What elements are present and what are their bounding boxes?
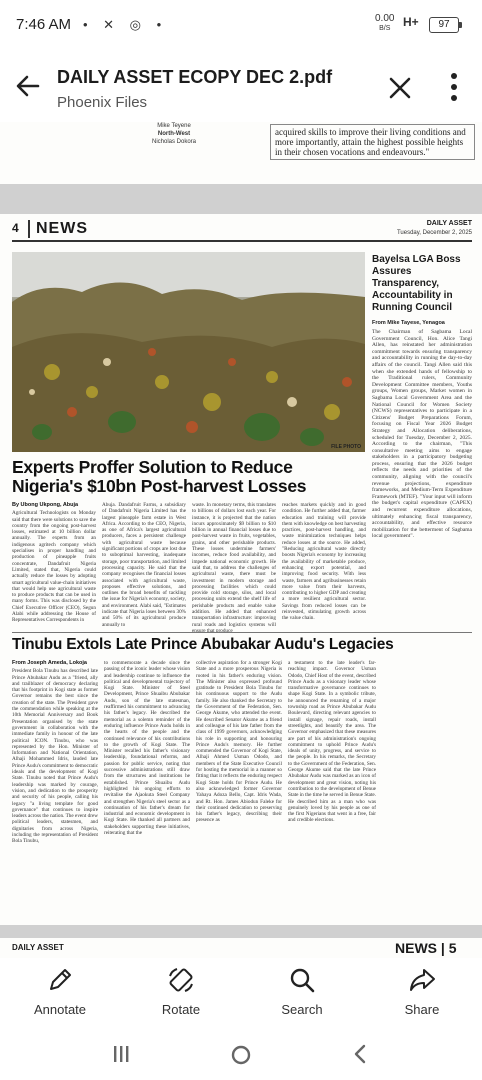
photo-credit: FILE PHOTO — [331, 444, 361, 450]
more-options-icon[interactable] — [450, 72, 458, 102]
signal-icon: H+ — [403, 15, 419, 29]
prev-byline: Nicholas Dokora — [152, 139, 197, 145]
pull-quote: acquired skills to improve their living conditions and more importantly, attain the highest possible heights in their chosen vocations and endeavours." — [270, 124, 475, 160]
page-gap — [0, 184, 482, 214]
search-button[interactable] — [252, 966, 352, 1017]
search-label: Search — [281, 1002, 323, 1017]
rotate-icon — [167, 966, 195, 994]
main-headline: Experts Proffer Solution to Reduce Nigeria's $10bn Post-harvest Losses — [12, 457, 307, 496]
previous-page-fragment — [0, 122, 482, 184]
article2-byline: From Joseph Ameda, Lokoja — [12, 660, 87, 666]
news-photo-waste-dump — [12, 252, 365, 452]
battery-icon — [429, 17, 459, 33]
next-page-fragment — [0, 938, 482, 958]
prev-byline: North-West — [157, 131, 191, 137]
close-icon[interactable] — [388, 76, 412, 100]
share-label: Share — [404, 1002, 440, 1017]
next-page-section: NEWS | 5 — [395, 940, 457, 956]
article2-column — [288, 660, 376, 846]
document-title: DAILY ASSET ECOPY DEC 2.pdf — [57, 67, 333, 87]
story-divider — [12, 632, 472, 633]
pdf-page-4[interactable] — [0, 214, 482, 925]
app-header — [0, 52, 482, 122]
battery-level: 97 — [438, 19, 450, 30]
back-nav-icon[interactable] — [352, 1044, 368, 1064]
pencil-icon — [46, 966, 74, 994]
status-bar — [0, 0, 482, 52]
annotate-button[interactable] — [10, 966, 110, 1017]
article2-columns — [12, 660, 472, 848]
article2-text: to commemorate a decade since the passing of the iconic leader whose vision and leadership continue to influence the political and developmental trajectory of Kogi State. Minister of Steel Development, Prince Shuaibu Abubakar Audu, son of the late statesman, reaffirmed his commitment to advancing his father's legacy. He described the memorial as a solemn reminder of the enduring influence Prince Audu holds in the hearts of the people and the continued relevance of his contributions to the growth of Kogi State. The Minister recalled his father's visionary leadership, foundational reforms, and passion for public service, noting that successive administrations still draw from the structures and institutions he established. Prince Shuaibu Audu highlighted his ongoing efforts to revitalise the Ajaokuta Steel Company and strengthen Nigeria's steel sector as a continuation of his father's dream for industrial and economic development in Kogi State. He thanked all partners and stakeholders supporting these initiatives, reiterating that the — [104, 660, 190, 837]
article2-column — [196, 660, 282, 846]
article-byline: By Ubong Ukpong, Abuja — [12, 502, 79, 508]
article-text: reaches markets quickly and in good condition. He further added that, farmer education and training will provide them with knowledge on best harvesting practices, post-harvest handling, and waste minimization techniques helps reduce losses at the source. He added, "Reducing agricultural waste directly boosts Nigeria's economy by increasing the availability of marketable produce, enhancing export potential, and improving food security. With less waste, farmers and agribusinesses retain more value from their harvests, contributing to higher GDP and creating a more resilient agricultural sector. Savings from reduced losses can be reinvested, stimulating growth across the value chain. — [282, 502, 366, 622]
article-column — [12, 502, 96, 632]
page-number: 4 — [12, 221, 19, 235]
sidebar-body: The Chairman of Sagbama Local Government Council, Hon. Alice Tangi Allen, has reinstated her administration commitment towards ensuring transparency and accountability in running the day-to-day affairs of the council. Tangi Allen said this when she extended hands of fellowship to the Traditional rulers, Community Development Committee members, Youths groups, Women groups, Market women in Sagbama Local Government Area and the National Council for Women Society (NCWS) representatives to participate in a Citizens' Budget Preparations Forum, focusing on Fiscal Year 2026 Budget Strategy and Allocation deliberations, scheduled for Tuesday, December 2, 2025. According to the chairman, "This consultative meeting aims to engage stakeholders in a participatory budgeting process, ensuring that the 2026 budget reflects the needs and priorities of the community, aligning with the council's revenue projections, expenditure frameworks, and Medium-Term Expenditure Framework (MTEF). "Your input will inform the budget's capital expenditure (CAPEX) and recurrent expenditure allocations, ultimately enhancing fiscal transparency, accountability, and effective resource mobilization for the betterment of Sagbama local government". — [372, 329, 472, 540]
article-text: Abuja. Dandafruit Farms, a subsidiary of Dandafruit Nigeria Limited has the largest pineapple farm estate in West Africa. According to the CEO, Nigeria, as one of Africa's largest agricultural producers, faces a persistent challenge with agricultural waste because significant portions of crops are lost due to suboptimal harvesting, inadequate storage, poor transportation, and limited processing capacity. He said that the company recognises the financial losses associated with agricultural waste, proposes effective solutions, and outlines the broad benefits of tackling the issue for Nigeria's economy, society, and environment. Alabi said, "Estimates indicate that Nigeria loses between 30% and 50% of its agricultural produce annually to — [102, 502, 186, 628]
search-icon — [288, 966, 316, 994]
rotate-button[interactable] — [131, 966, 231, 1017]
bottom-toolbar — [0, 958, 482, 1030]
article-columns — [12, 502, 367, 632]
network-speed-value: 0.00 — [375, 13, 395, 24]
notification-icons: • ✕ ◎ • — [83, 17, 168, 32]
article-column — [192, 502, 276, 632]
page-gap — [0, 925, 482, 938]
system-nav-bar — [0, 1030, 482, 1080]
masthead-brand: DAILY ASSET — [426, 220, 472, 227]
next-page-brand: DAILY ASSET — [12, 943, 64, 952]
back-arrow-icon[interactable] — [14, 72, 42, 100]
article2-column — [104, 660, 190, 846]
annotate-label: Annotate — [33, 1002, 87, 1017]
section-name: NEWS — [28, 220, 88, 238]
article-text: Agricultural Technologists on Monday said that there were solutions to save the country from the ongoing post-harvest losses, estimated at 10 billion dollar annually. The experts from an indigenous agritech company which specialises in proper handling and production of pineapple fruits concentrate, Dandafruit Nigeria Limited, stated that, Nigeria could actually reduce the losses by adopting smart agricultural value-chain initiatives that would help use agricultural waste to produce products that can be used in many forms. This was disclosed by the Chief Executive Officer (CEO), Segun Alabi while addressing the House of Representatives Correspondents in — [12, 510, 96, 624]
article-column — [102, 502, 186, 632]
page-header — [12, 220, 472, 242]
article2-text: collective aspiration for a stronger Kogi State and a more prosperous Nigeria is rooted in his father's enduring vision. The Minister also expressed profound gratitude to President Bola Tinubu for his continuous support to the Audu family. He also thanked the Secretary to the Government of the Federation, Sen. George Akume, who attended the event. He described Senator Akume as a friend and colleague of his late father from the class of 1999 governors, acknowledging his role in supporting and honouring Prince Audu's memory. He further commended the Governor of Kogi State, Alhaji Ahmed Usman Ododo, and members of the State Executive Council for hosting the memorial in a manner so fitting that it reflects the enduring respect Kogi State holds for Prince Audu. He also acknowledged former Governor Yahaya Adoza Bello, Capt. Idris Wada, and Rt. Hon. James Abiodun Faleke for their continued dedication to preserving his father's legacy, describing their presence as — [196, 660, 282, 824]
issue-date: Tuesday, December 2, 2025 — [396, 230, 472, 236]
network-speed-unit: B/S — [379, 25, 391, 32]
article-column — [282, 502, 366, 632]
app-name: Phoenix Files — [57, 94, 148, 111]
share-icon — [408, 966, 436, 994]
article2-text: President Bola Tinubu has described late Prince Abubakar Audu as a "friend, ally and trailblazer of democracy declaring that his footprint in Kogi state as former Governor remains the best since the creation of the state. The President gave the commendation while speaking at the 10th Memorial Anniversary and Book Presentation organised by the state government in collaboration with the immediate family in honour of the late political ICON. Tinubu, who was represented by the Hon. Minister of Information and National Orientation, Alhaji Mohammed Idris, lauded late Prince Audu's commitment to democratic ideals and the development of Kogi State. Tinubu noted that Prince Audu's leadership was marked by courage, vision, and dedication to the prosperity and security of his people, calling his legacy "a living template for good governance" that continues to inspire leaders across the nation. The event drew political leaders, statesmen, and dignitaries from across Nigeria, including the representation of President Bola Tinubu, — [12, 668, 98, 845]
article-text: waste. In monetary terms, this translates to billions of dollars lost each year. For instance, it is projected that the nation incurs approximately $9 billion to $10 billion in annual financial losses due to post-harvest waste in fruits, vegetables, grains, and other perishable products. These losses undermine farmers' incomes, reduce food availability, and impede national economic growth. He said that, to address the challenges of agricultural waste, there must be investment in modern storage and processing facilities which could provide cold storage, silos, and local processing units extend the shelf life of perishable products and enable value addition. He added that enhanced transportation infrastructure: improving rural roads and logistics systems will ensure that produce — [192, 502, 276, 632]
sidebar-byline: From Mike Tayese, Yenagoa — [372, 320, 445, 326]
prev-bylines — [152, 122, 196, 146]
photo-illustration — [12, 252, 365, 452]
sidebar-headline: Bayelsa LGA Boss Assures Transparency, Accountability in Running Council — [372, 254, 461, 313]
network-speed — [375, 14, 394, 34]
article2-column — [12, 660, 98, 846]
home-icon[interactable] — [230, 1044, 252, 1066]
status-time: 7:46 AM — [16, 16, 72, 33]
prev-byline: Mike Teyene — [157, 123, 191, 129]
recent-apps-icon[interactable] — [112, 1044, 130, 1064]
article2-text: a testament to the late leader's far-reaching impact. Governor Usman Ododo, Chief Host of the event, described Prince Audu as a visionary leader whose transformative governance continues to shape Kogi State. In a symbolic tribute, he announced the renaming of a major township road as Prince Abubakar Audu Boulevard, directing relevant agencies to install signage, repair roads, install streetlights, and beautify the area. The Governor emphasized that these measures are part of his administration's ongoing commitment to uphold Prince Audu's ideals of unity, progress, and service to the people. In his remarks, the Secretary to the Government of the Federation, Sen. George Akume said that the late Prince Abubakar Audu was marked as an icon of development and great vision, noting his contribution to the development of Benue State in the time he served in Benue State. He described him as a man who was genuinely loved by his people as one of the first Nigerians that went in a free, fair and credible elections. — [288, 660, 376, 824]
rotate-label: Rotate — [161, 1002, 201, 1017]
sidebar-story — [372, 252, 472, 540]
second-headline: Tinubu Extols Late Prince Abubakar Audu's Legacies — [12, 636, 394, 653]
share-button[interactable] — [372, 966, 472, 1017]
